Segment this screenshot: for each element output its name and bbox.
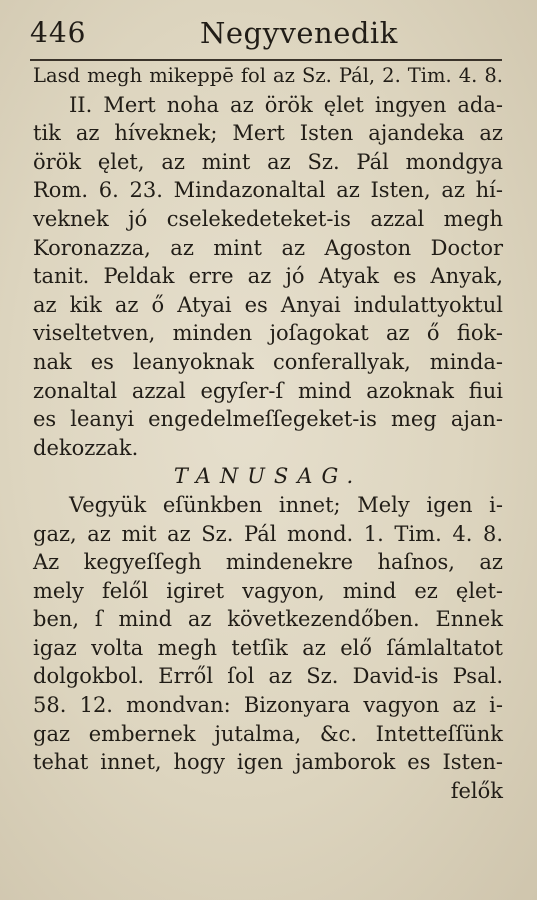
text-line: mely felől igiret vagyon, mind ez ęlet- xyxy=(33,578,503,603)
text-line: nak es leanyoknak conferallyak, minda- xyxy=(33,349,503,374)
text-line: II. Mert noha az örök ęlet ingyen ada- xyxy=(69,92,503,117)
text-line: az kik az ő Atyai es Anyai indulattyoktul xyxy=(33,292,503,317)
text-line: tanit. Peldak erre az jó Atyak es Anyak, xyxy=(33,264,503,289)
text-line: es leanyi engedelmeſſegeket-is meg ajan- xyxy=(33,407,503,432)
text-line: 58. 12. mondvan: Bizonyara vagyon az i- xyxy=(33,693,503,718)
text-line: Rom. 6. 23. Mindazonaltal az Isten, az hí- xyxy=(33,178,503,203)
text-line: dekozzak. xyxy=(33,435,139,460)
section-heading: TANUSAG. xyxy=(173,464,363,489)
text-line: Vegyük eſünkben innet; Mely igen i- xyxy=(69,492,503,517)
text-line: igaz volta megh tetſik az elő ſámlaltatot xyxy=(33,635,503,660)
text-line: ben, ſ mind az következendőben. Ennek xyxy=(33,607,503,632)
running-title: Negyvenedik xyxy=(200,16,398,50)
text-line: tik az híveknek; Mert Isten ajandeka az xyxy=(33,121,503,146)
header-rule xyxy=(30,59,502,61)
text-line: gaz embernek jutalma, &c. Intetteſſünk xyxy=(33,721,503,746)
text-line: dolgokbol. Erről ſol az Sz. David-is Psal. xyxy=(33,664,503,689)
text-line: Az kegyeſſegh mindenekre haſnos, az xyxy=(33,550,503,575)
text-line: gaz, az mit az Sz. Pál mond. 1. Tim. 4. 8. xyxy=(33,521,503,546)
text-line: Koronazza, az mint az Agoston Doctor xyxy=(33,235,503,260)
page-number: 446 xyxy=(30,16,87,49)
text-line: Lasd megh mikeppē fol az Sz. Pál, 2. Tim. 4. 8. xyxy=(33,64,503,87)
text-line: veknek jó cselekedeteket-is azzal megh xyxy=(33,206,503,231)
text-line: örök ęlet, az mint az Sz. Pál mondgya xyxy=(33,149,503,174)
text-line: zonaltal azzal egyſer-ſ mind azoknak fiui xyxy=(33,378,503,403)
page-header xyxy=(30,14,510,58)
catchword: felők xyxy=(450,778,503,803)
text-line: viseltetven, minden joſagokat az ő fiok- xyxy=(33,321,503,346)
body-text xyxy=(33,62,503,805)
text-line: tehat innet, hogy igen jamborok es Isten- xyxy=(33,750,503,775)
